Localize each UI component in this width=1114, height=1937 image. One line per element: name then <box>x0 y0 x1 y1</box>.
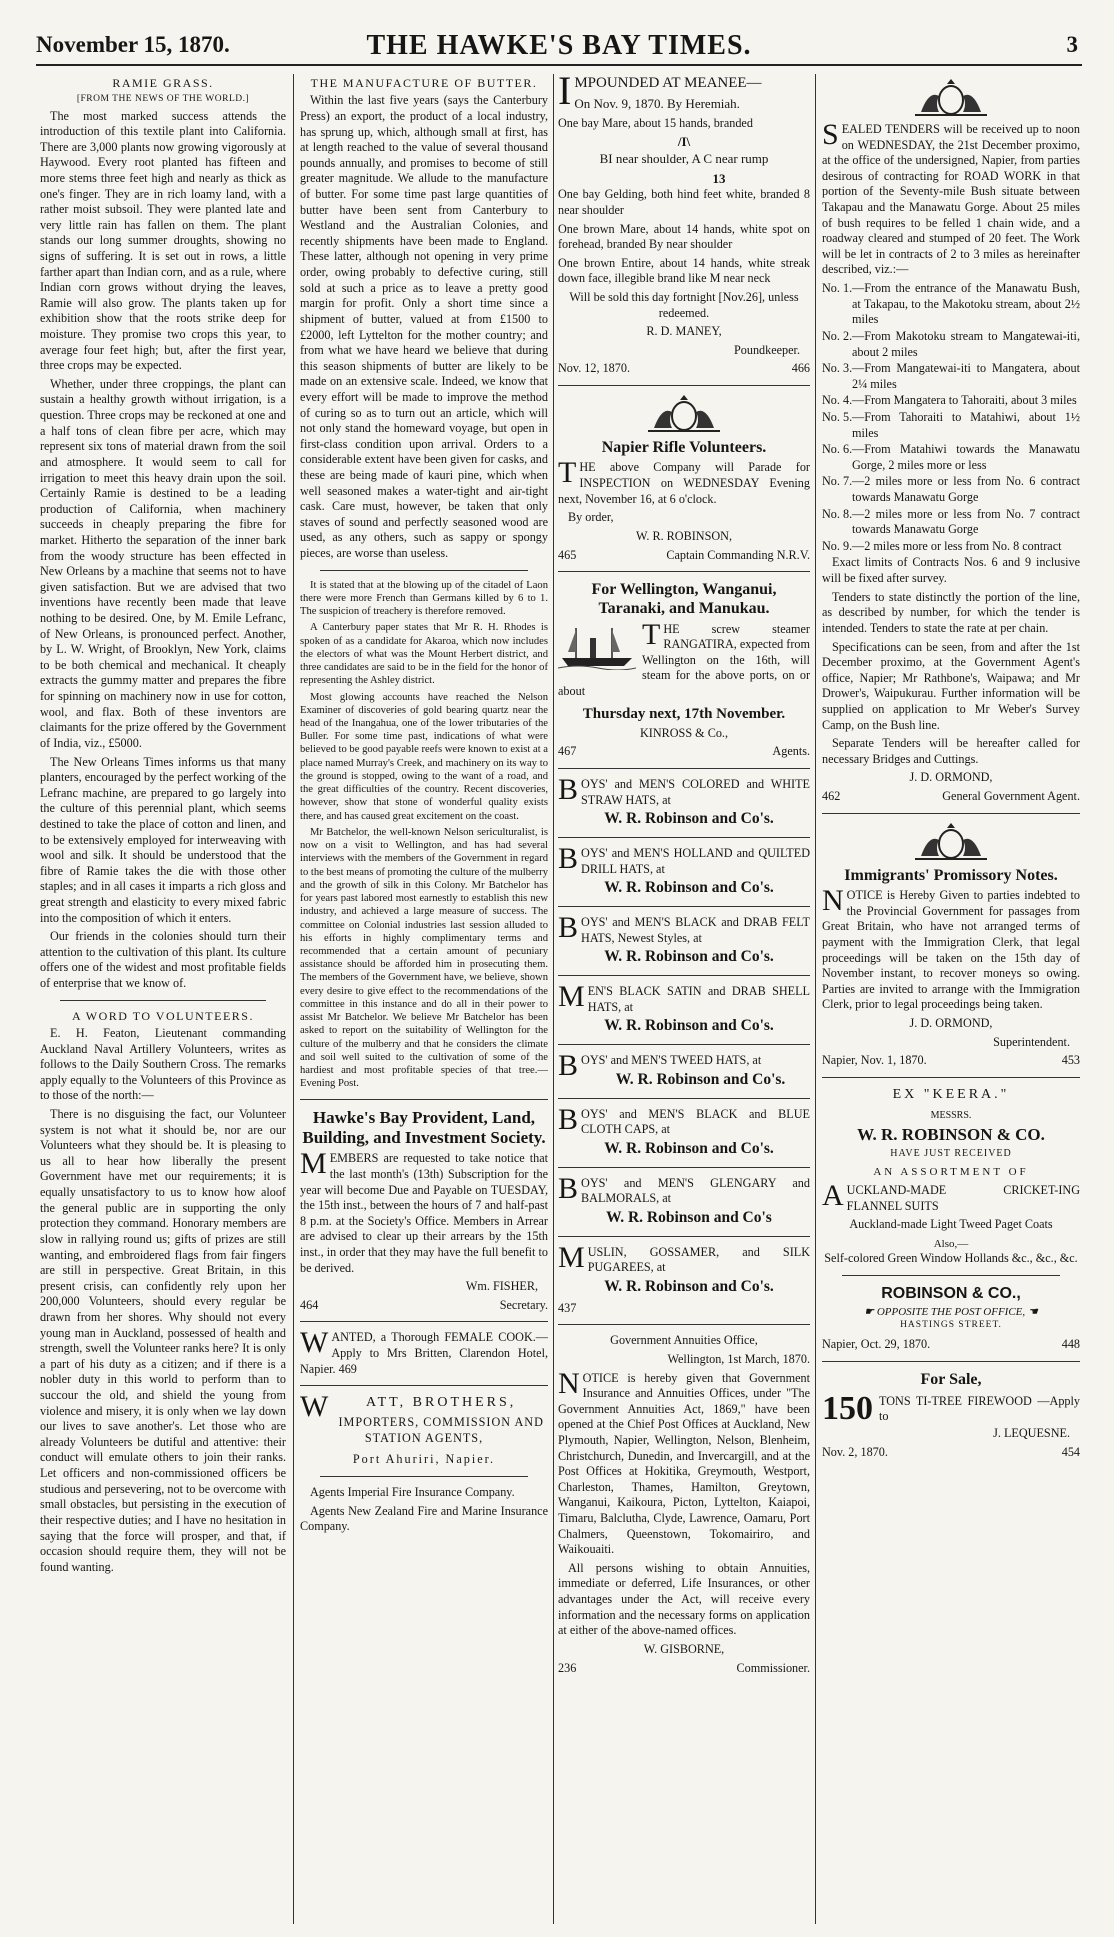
signature-row <box>822 789 1080 805</box>
paragraph: Tenders to state distinctly the portion of the line, as described by number, for which the tender is intended. Tenders to state the rate at per chain. <box>822 589 1080 635</box>
masthead <box>36 28 1082 66</box>
ad-ref: 454 <box>1061 1445 1080 1459</box>
contract-list <box>822 281 1080 554</box>
article-title: RAMIE GRASS. <box>112 76 214 90</box>
brand-mark: /I\ <box>677 134 691 150</box>
ad-heading: W ATT, BROTHERS, <box>300 1390 517 1424</box>
hat-ad: MUSLIN, GOSSAMER, and SILK PUGAREES, at W. R. Robinson and Co's. <box>558 1240 810 1295</box>
merchant-name: W. R. Robinson and Co's. <box>604 879 774 897</box>
signature-row <box>558 548 810 564</box>
hat-ad: BOYS' and MEN'S TWEED HATS, at W. R. Robinson and Co's. <box>558 1053 810 1089</box>
ad-ref: 469 <box>338 1361 357 1376</box>
signer: J. D. ORMOND, <box>909 770 993 785</box>
drop-cap: A <box>822 1179 844 1213</box>
ad-ref: 437 <box>558 1300 577 1315</box>
divider <box>842 1275 1060 1276</box>
drop-cap: B <box>558 911 579 945</box>
ad-line: Will be sold this day fortnight [Nov.26], unless redeemed. <box>569 289 799 320</box>
ad-steamer-rangatira <box>558 580 810 760</box>
ad-line: BI near shoulder, A C near rump <box>599 151 769 167</box>
ad-sealed-tenders <box>822 78 1080 805</box>
hat-ad-list <box>558 772 810 1316</box>
divider <box>558 906 810 907</box>
ad-line: By order, <box>568 510 614 525</box>
hat-ad: BOYS' and MEN'S COLORED and WHITE STRAW HATS, at W. R. Robinson and Co's. <box>558 772 810 828</box>
sailing-date: Thursday next, 17th November. <box>582 705 786 722</box>
drop-cap: N <box>558 1366 580 1400</box>
column-1 <box>40 74 286 1924</box>
ad-body: NOTICE is hereby given that Government Insurance and Annuities Offices, under "The Government Annuities Act, 1869," have been opened at the Chief Post Offices at Auckland, New Plymouth, Napier, Wellington, Nelson, Blenheim, Christchurch, Dunedin, and Invercargill, and at the Post Offices at Hokitika, Greymouth, Westport, Charleston, Thames, Hamilton, Greytown, Wanganui, Kaikoura, Picton, Lyttelton, Kaiapoi, Timaru, Balclutha, Clyde, Lawrence, Oamaru, Port Chalmers, Queenstown, Tokomairiro, and Waikouaiti. <box>558 1366 810 1557</box>
ad-line: One bay Mare, about 15 hands, branded <box>558 115 753 130</box>
ad-line: Government Annuities Office, <box>610 1333 758 1348</box>
firm-name: W. R. ROBINSON & CO. <box>857 1125 1045 1145</box>
signer-role: Agents. <box>772 744 810 759</box>
ad-ref: 464 <box>300 1297 319 1312</box>
paragraph: It is stated that at the blowing up of the citadel of Laon there were more French than Germans killed by 6 to 1. The suspicion of treachery is therefore removed. <box>300 579 548 618</box>
ad-ref: 467 <box>558 744 577 759</box>
signer: Wm. FISHER, <box>465 1279 538 1294</box>
ad-body: MEMBERS are requested to take notice that the last month's (13th) Subscription for the year will become Due and Payable on TUESDAY, the 15th inst., between the hours of 7 and half-past 8 p.m. at the Society's Office. Members in Arrear are advised to clear up their arrears by the 15th inst., in order that they may have the full benefit to be derived. <box>300 1147 548 1275</box>
list-item: No. 6. —From Matahiwi towards the Manawatu Gorge, 2 miles more or less <box>822 442 1080 472</box>
list-item: No. 9. —2 miles more or less from No. 8 contract <box>822 538 1062 553</box>
ad-ref: 465 <box>558 547 577 562</box>
article-source: [FROM THE NEWS OF THE WORLD.] <box>76 94 250 105</box>
ad-line: One brown Entire, about 14 hands, white streak down face, illegible brand like M near neck <box>558 255 810 286</box>
ad-line: AN ASSORTMENT OF <box>873 1166 1029 1179</box>
ad-title: Napier Rifle Volunteers. <box>601 439 767 456</box>
hat-ad: BOYS' and MEN'S BLACK and DRAB FELT HATS, Newest Styles, at W. R. Robinson and Co's. <box>558 911 810 966</box>
list-item: No. 5. —From Tahoraiti to Matahiwi, about 1½ miles <box>822 409 1080 440</box>
divider <box>558 768 810 769</box>
list-item: No. 4. —From Mangatera to Tahoraiti, about 3 miles <box>822 393 1077 408</box>
paragraph: Within the last five years (says the Canterbury Press) an export, the product of a local industry, has sprung up, which, although small at first, has at length reached to the value of several thousand pounds annually, and promises to become of still greater magnitude. We allude to the manufacture of butter. For some time past large quantities of butter have been sent from Canterbury to Westland and the Australian Colonies, and recently shipments have been made to England. These latter, although not opening in very prime order, owing probably to defective curing, still sold at such a price as to leave a pretty good margin for profit. Only a short time since a shipment of butter, valued at from £1500 to £2000, left Lyttelton for the mother country; and from what we have heard we believe that during this season shipments of butter are likely to be made on an extensive scale. Indeed, we know that every effort will be made to improve the method of curing so as to turn out an article, which will not only stand the homeward voyage, but open in first-class condition upon arrival. Orders to a considerable extent have been given for casks, and these are being made of kauri pine, which when well seasoned makes a water-tight and air-tight cask. Care must, however, be taken that only staves of sound and perfectly seasoned wood are used, as any others, such as sappy or spongy pieces, are worse than useless. <box>300 93 548 561</box>
ad-body: THE screw steamer RANGATIRA, expected from Wellington on the 16th, will steam for the above ports, on or about <box>558 617 810 698</box>
signer: R. D. MANEY, <box>646 324 722 339</box>
paragraph: Exact limits of Contracts Nos. 6 and 9 inclusive will be fixed after survey. <box>822 555 1080 586</box>
ad-body: WANTED, a Thorough FEMALE COOK.—Apply to Mrs Britten, Clarendon Hotel, Napier. 469 <box>300 1326 548 1376</box>
ad-date: Napier, Oct. 29, 1870. <box>822 1337 931 1352</box>
royal-coat-of-arms-icon <box>822 78 1080 118</box>
ad-title: For Wellington, Wanganui, Taranaki, and Manukau. <box>591 581 777 618</box>
divider <box>558 1044 810 1045</box>
paragraph: Mr Batchelor, the well-known Nelson sericulturalist, is now on a visit to Wellington, and has had several interviews with the members of the Government in regard to the best means of promoting the culture of the mulberry and the growth of silk in this Colony. Mr Batchelor has for years past labored most earnestly to establish this new industry, and achieved a large measure of success. The committee on Colonial industries last session alluded to his efforts in highly complimentary terms and recommended that a certain amount of pecuniary assistance should be afforded him in prosecuting them. The members of the Government have, we believe, shown every desire to give effect to the recommendations of the committee in this instance and do all in their power to assist Mr Batchelor. We believe Mr Batchelor has been asked to report on the suitability of Wellington for the culture of the mulberry and that he considers the climate and soil well suited to the cultivation of some of the hardiest and most profitable species of that tree.—Evening Post. <box>300 826 548 1090</box>
ad-ref: 236 <box>558 1660 577 1675</box>
ad-line: HASTINGS STREET. <box>900 1320 1002 1331</box>
list-item: No. 7. —2 miles more or less from No. 6 contract towards Manawatu Gorge <box>822 474 1080 505</box>
divider <box>558 1324 810 1325</box>
ad-wanted-cook <box>300 1326 548 1377</box>
ad-body: THE above Company will Parade for INSPECTION on WEDNESDAY Evening next, November 16, at 6 o'clock. <box>558 456 810 506</box>
signer-role: Superintendent. <box>993 1034 1070 1049</box>
merchant-name: W. R. Robinson and Co's. <box>604 810 774 828</box>
article-manufacture-of-butter <box>300 76 548 562</box>
paragraph: All persons wishing to obtain Annuities, immediate or deferred, Life Insurances, or other advantages under the Act, will receive every information and the necessary forms on application at either of the above-named offices. <box>558 1560 810 1638</box>
divider <box>558 1167 810 1168</box>
ad-ref: 448 <box>1061 1337 1080 1352</box>
paragraph: There is no disguising the fact, our Volunteer system is not what it should be, nor are our Volunteers what they should be. It is pleasing to us all to hear how liberally the present Government have met our requirements; it is equally unsatisfactory to us to know how aloof the general public are in supporting the only protection they command. Honorary members are slow in rallying round us; gifts of prizes are still wanting, and embroidered flags from fair fingers are still in perspective. Great Britain, in this present crisis, can confidently rely upon her 200,000 Volunteers, should every regular be drawn from her shores. Why should not every young man in Auckland, possessed of health and strength, swell the Volunteer ranks here? It is only a part of his duty as a citizen; and if there is a nobler duty in this world to perform than to succour the old, and shield the young from violence and misery, it is only when we lay down our lives to save another's. Let those who are already Volunteers be dutiful and attentive: their conduct will emulate others to join their ranks. Let officers and non-commissioned officers be studious and persevering, not to be overcome with small obstacles, but persisting in the execution of their respective duties; and I have no hesitation in saying that the force will prosper, and that, if occasion should require them, they will not be found wanting. <box>40 1107 286 1574</box>
drop-cap: M <box>300 1147 327 1181</box>
divider <box>558 571 810 572</box>
signer: W. GISBORNE, <box>643 1641 725 1656</box>
drop-cap: B <box>558 772 579 806</box>
divider <box>822 1077 1080 1078</box>
ad-line: Auckland-made Light Tweed Paget Coats <box>849 1217 1053 1232</box>
ad-napier-rifle-volunteers <box>558 394 810 563</box>
drop-cap: S <box>822 118 839 151</box>
pointing-hand-icon: ☛ <box>864 1306 877 1319</box>
ad-title: Immigrants' Promissory Notes. <box>844 866 1058 884</box>
signer-role: Secretary. <box>499 1297 548 1312</box>
drop-cap: B <box>558 1102 579 1136</box>
drop-cap: B <box>558 1049 579 1083</box>
list-item: No. 8. —2 miles more or less from No. 7 contract towards Manawatu Gorge <box>822 506 1080 537</box>
article-word-to-volunteers <box>40 1009 286 1576</box>
signature-row <box>300 1298 548 1314</box>
ad-ex-keera <box>822 1086 1080 1353</box>
ad-line: Self-colored Green Window Hollands &c., &c., &c. <box>824 1251 1078 1265</box>
divider <box>320 1476 528 1477</box>
divider <box>558 1236 810 1237</box>
ad-line: MESSRS. <box>930 1109 972 1121</box>
divider <box>822 1361 1080 1362</box>
signer: W. R. ROBINSON, <box>635 528 733 543</box>
drop-cap: T <box>558 456 577 490</box>
list-item: No. 3. —From Mangatewai-iti to Mangatera, about 2¼ miles <box>822 361 1080 391</box>
paragraph: A Canterbury paper states that Mr R. H. Rhodes is spoken of as a candidate for Akaroa, which now includes the electors of what was the Mount Herbert district, and three candidates are said to be in the field for the honor of representing the Ashley district. <box>300 622 548 687</box>
signature-row <box>822 1337 1080 1353</box>
ad-heading: IMPOUNDED AT MEANEE— <box>558 74 762 113</box>
signature-row <box>558 744 810 760</box>
article-title: A WORD TO VOLUNTEERS. <box>72 1008 254 1023</box>
firm-name: ROBINSON & CO., <box>881 1284 1021 1302</box>
brand-mark: 13 <box>712 170 726 186</box>
ad-line: Agents Imperial Fire Insurance Company. <box>310 1484 515 1499</box>
column-rule <box>293 74 294 1924</box>
signature-row <box>822 1053 1080 1069</box>
ad-body: NOTICE is Hereby Given to parties indebted to the Provincial Government for passages from Great Britain, who have not arranged terms of payment with the Immigration Clerk, that legal proceedings will be taken on the 15th day of November instant, to recover moneys so owing. Parties are invited to arrange with the Immigration Clerk, prior to legal proceedings being taken. <box>822 884 1080 1012</box>
ad-line: One bay Gelding, both hind feet white, branded 8 near shoulder <box>558 187 810 217</box>
merchant-name: W. R. Robinson and Co's. <box>604 948 774 966</box>
drop-cap: B <box>558 1171 579 1205</box>
drop-cap: M <box>558 980 585 1014</box>
ad-immigrants-notes <box>822 822 1080 1069</box>
divider <box>558 385 810 386</box>
drop-cap: W <box>300 1390 332 1424</box>
signer-role: Captain Commanding N.R.V. <box>666 547 810 562</box>
ad-building-society <box>300 1108 548 1314</box>
divider <box>300 1321 548 1322</box>
paragraph: Our friends in the colonies should turn their attention to the cultivation of this plant. Its culture offers one of the widest and most profitable fields of enterprise that we know of. <box>40 929 286 991</box>
paragraph: The New Orleans Times informs us that many planters, encouraged by the perfect working of the Lefranc machine, are prepared to go largely into the culture of this perennial plant, which seems destined to take the place of cotton and linen, and to be extensively employed for interweaving with wool and silk. It should be understood that the fibre of Ramie takes the die with those other staples; and in all cases it imparts a rich gloss and great strength and elasticity to every mixed fabric into the composition of which it enters. <box>40 754 286 925</box>
paragraph: Separate Tenders will be hereafter called for necessary Bridges and Cuttings. <box>822 736 1080 766</box>
paragraph: Most glowing accounts have reached the Nelson Examiner of discoveries of gold bearing quartz near the head of the Inangahua, one of the lower tributaries of the Buller. For some time past, indications of what were believed to be good payable reefs were known to exist at a place named Murray's Creek, and machinery on its way to the ground is stopped, owing to the want of a road, and the great difficulties of the country. Recent discoveries, however, show that stone of wonderful quality exists there, and has caused great excitement on the coast. <box>300 691 548 822</box>
ad-body: SEALED TENDERS will be received up to noon on WEDNESDAY, the 21st December proximo, at the office of the undersigned, Napier, from parties desirous of contracting for ROAD WORK in that portion of the Seventy-mile Bush situate between Takapau and the Manawatu Gorge. About 25 miles of bush requires to be felled 1 chain wide, and a roadway cleared and stumped of 20 feet. The Work will be let in contracts of 2 to 3 miles as hereinafter described, viz.:— <box>822 118 1080 277</box>
drop-cap: M <box>558 1240 585 1274</box>
signer: J. LEQUESNE. <box>993 1426 1070 1441</box>
royal-coat-of-arms-icon <box>558 394 810 434</box>
column-4 <box>822 74 1080 1924</box>
hat-ad: BOYS' and MEN'S BLACK and BLUE CLOTH CAPS, at W. R. Robinson and Co's. <box>558 1102 810 1157</box>
drop-cap: I <box>558 74 572 113</box>
ad-line: One brown Mare, about 14 hands, white spot on forehead, branded By near shoulder <box>558 221 810 252</box>
ad-body: 150 TONS TI-TREE FIREWOOD —Apply to <box>822 1390 1080 1428</box>
ad-body: AUCKLAND-MADE CRICKET-ING FLANNEL SUITS <box>822 1179 1080 1213</box>
column-rule <box>553 74 554 1924</box>
ad-for-sale-firewood <box>822 1370 1080 1461</box>
agent: KINROSS & Co., <box>639 725 729 740</box>
drop-cap: N <box>822 884 844 918</box>
newspaper-title: THE HAWKE'S BAY TIMES. <box>366 30 752 61</box>
ad-ref: 453 <box>1061 1053 1080 1068</box>
divider <box>558 975 810 976</box>
ad-line: Agents New Zealand Fire and Marine Insurance Company. <box>300 1503 548 1534</box>
hat-ad: MEN'S BLACK SATIN and DRAB SHELL HATS, at W. R. Robinson and Co's. <box>558 980 810 1035</box>
divider <box>822 813 1080 814</box>
paragraph: The most marked success attends the introduction of this textile plant into California. There are 3,000 plants now growing vigorously at Haywood. Every root planted has fifteen and more stems three feet high and nearly as thick as one's finger. They are in rich loamy land, with a rather moist subsoil. They were planted late and very little rain has fallen on them. The plant stands our long summer droughts, showing no signs of suffering. It is set out in rows, a little farther apart than Indian corn, and as a rule, where Indian corn grows without drying the leaves, Ramie will also grow. The plants taken up for exhibition show that the roots strike deep for moisture. They promise two crops this year, to average four feet high; but, after the first year, three crops may be expected. <box>40 108 286 373</box>
hat-ad: BOYS' and MEN'S GLENGARY and BALMORALS, at W. R. Robinson and Co's <box>558 1171 810 1226</box>
quantity: 150 <box>822 1390 873 1428</box>
signer: J. D. ORMOND, <box>909 1015 993 1030</box>
royal-coat-of-arms-icon <box>822 822 1080 862</box>
pointing-hand-icon: ☚ <box>1025 1306 1038 1319</box>
ad-date: Nov. 2, 1870. <box>822 1445 888 1459</box>
ad-watt-brothers <box>300 1390 548 1535</box>
ad-date: Nov. 12, 1870. <box>558 361 630 376</box>
merchant-name: W. R. Robinson and Co's. <box>604 1017 774 1035</box>
divider <box>300 1099 548 1100</box>
merchant-name: W. R. Robinson and Co's <box>606 1208 772 1226</box>
paragraph: Whether, under three croppings, the plant can sustain a healthy growth without irrigation, is a question. Three crops may be reckoned at one and a half tons of clean fibre per acre, which may represent six tons of material drawn from the soil and atmosphere. It would seem to call for irrigation to meet this heavy drain upon the soil. Certainly Ramie is destined to be a leading production of California, when machinery succeeds in cheaply preparing the fibre for market. Hitherto the separation of the inner bark from the woody structure has been effected in New Orleans by a machine that seems not to have given satisfaction. But we are advised that two inventions have recently been made that leave nothing to be desired. One, by M. Emile Lefranc, of New Orleans, is pronounced perfect. Another, by L. W. Wright, of Brooklyn, New York, claims to be both chemical and mechanical. It cheaply extracts the gummy matter and prepares the fibre for spinning on machinery now in use for cotton, wool, and flax. Both of these inventors are claimants for the prize offered by the Government of India, viz., £5000. <box>40 376 286 750</box>
article-title: THE MANUFACTURE OF BUTTER. <box>310 76 538 90</box>
ad-ref: 466 <box>791 361 810 376</box>
paragraph: E. H. Featon, Lieutenant commanding Auckland Naval Artillery Volunteers, writes as follows to the Daily Southern Cross. The remarks apply equally to the Volunteers of this Province as to those of the north:— <box>40 1026 286 1103</box>
list-item: No. 2. —From Makotoku stream to Mangatewai-iti, about 2 miles <box>822 328 1080 359</box>
merchant-name: W. R. Robinson and Co's. <box>604 1139 774 1157</box>
article-ramie-grass <box>40 76 286 992</box>
ad-line: IMPORTERS, COMMISSION AND STATION AGENTS, <box>338 1415 544 1445</box>
divider <box>558 1098 810 1099</box>
ad-date: Napier, Nov. 1, 1870. <box>822 1053 927 1068</box>
ad-line: ☛ OPPOSITE THE POST OFFICE, ☚ <box>864 1306 1038 1319</box>
divider <box>60 1000 266 1001</box>
page-number: 3 <box>1066 32 1078 57</box>
ad-government-annuities <box>558 1333 810 1676</box>
signature-row <box>558 1661 810 1677</box>
signer-role: Poundkeeper. <box>733 342 800 357</box>
merchant-name: W. R. Robinson and Co's. <box>615 1070 786 1088</box>
paragraph: Specifications can be seen, from and after the 1st December proximo, at the Government Agent's office, Napier; Mr Rathbone's, Waipawa; and Mr Drower's, Waipukurau. Further information will be supplied on application to Mr Weber's Survey Camp, on the Bush line. <box>822 639 1080 732</box>
ad-title: Hawke's Bay Provident, Land, Building, and Investment Society. <box>302 1107 546 1147</box>
issue-date: November 15, 1870. <box>36 32 230 57</box>
divider <box>320 570 528 571</box>
ad-title: For Sale, <box>920 1370 982 1388</box>
ad-ref: 462 <box>822 788 841 803</box>
signer-role: General Government Agent. <box>942 788 1080 803</box>
ad-line: Wellington, 1st March, 1870. <box>667 1351 810 1366</box>
steamer-ship-icon <box>558 624 636 670</box>
signature-row <box>822 1445 1080 1461</box>
column-rule <box>815 74 816 1924</box>
ad-title: EX "KEERA." <box>892 1086 1010 1102</box>
divider <box>558 837 810 838</box>
column-2 <box>300 74 548 1924</box>
ad-line: HAVE JUST RECEIVED <box>890 1148 1012 1160</box>
signature-row <box>558 361 810 377</box>
hat-ad: BOYS' and MEN'S HOLLAND and QUILTED DRILL HATS, at W. R. Robinson and Co's. <box>558 842 810 897</box>
merchant-name: W. R. Robinson and Co's. <box>604 1277 774 1295</box>
list-item: No. 1. —From the entrance of the Manawatu Bush, at Takapau, to the Makotoku stream, about 2½ miles <box>822 281 1080 327</box>
drop-cap: T <box>642 617 661 651</box>
signer-role: Commissioner. <box>736 1660 810 1675</box>
ad-line: On Nov. 9, 1870. By Heremiah. <box>574 96 740 112</box>
ad-line: Port Ahuriri, Napier. <box>352 1452 496 1467</box>
divider <box>300 1385 548 1386</box>
news-items <box>300 579 548 1091</box>
ad-impounded <box>558 74 810 377</box>
ad-line: Also,— <box>933 1237 969 1250</box>
drop-cap: W <box>300 1326 329 1360</box>
column-3 <box>558 74 810 1924</box>
drop-cap: B <box>558 842 579 875</box>
